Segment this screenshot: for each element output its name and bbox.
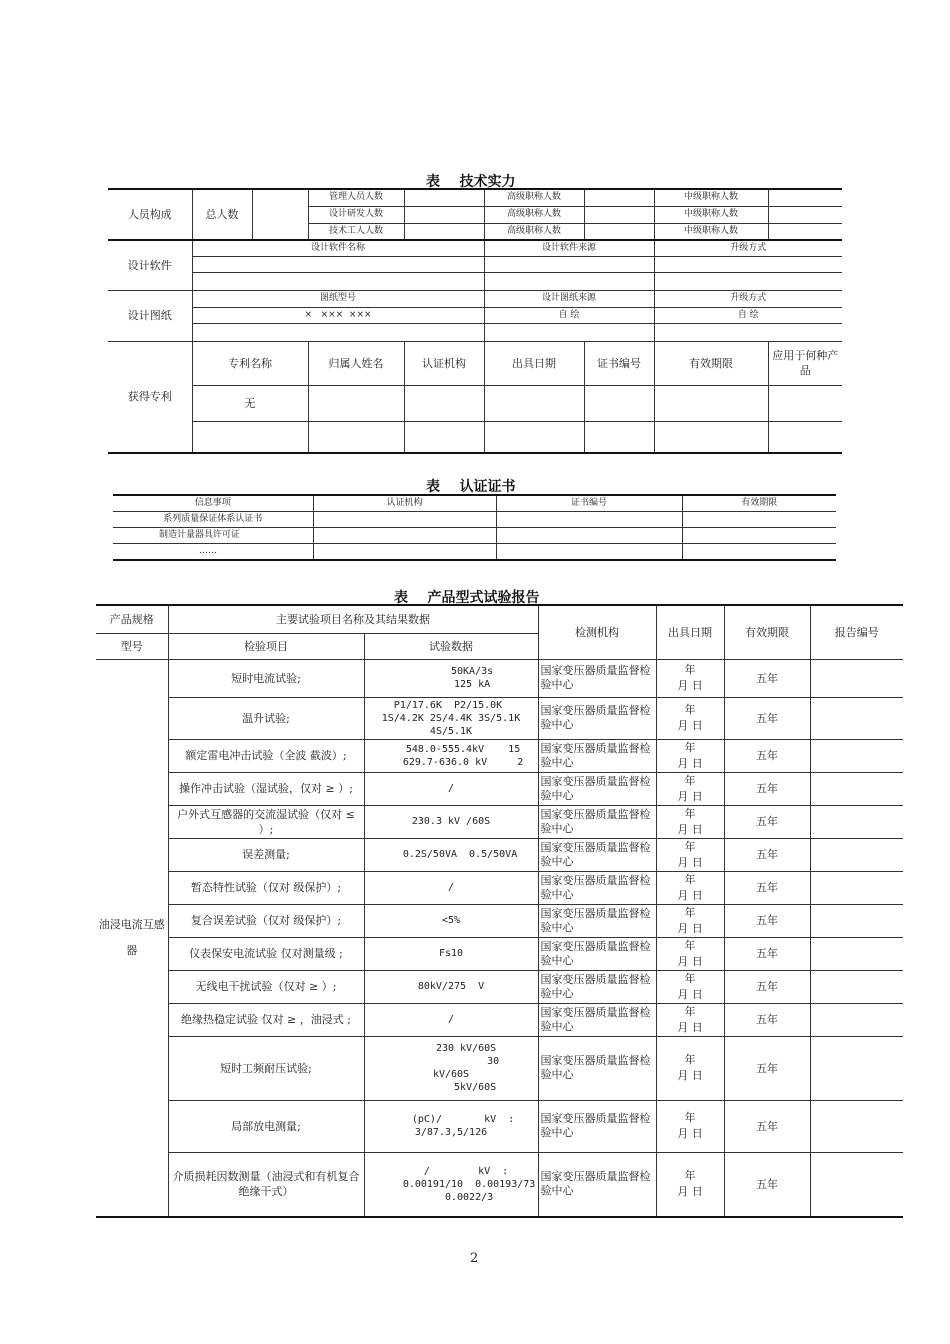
test-data: 230 kV/60S 30 kV/60S 5kV/60S (364, 1036, 538, 1100)
report-table-title: 表 产品型式试验报告 (394, 590, 540, 606)
sw-source-header: 设计软件来源 (484, 240, 654, 256)
test-valid: 五年 (724, 739, 810, 772)
cert-cell (313, 527, 496, 543)
header-spec: 产品规格 (96, 605, 168, 633)
test-item: 短时工频耐压试验; (168, 1036, 364, 1100)
cert-header-item: 信息事项 (113, 495, 313, 511)
test-date: 年 月 日 (656, 1036, 724, 1100)
test-org: 国家变压器质量监督检验中心 (538, 739, 656, 772)
test-data: <5% (364, 904, 538, 937)
cert-row-label: …… (113, 543, 313, 560)
patent-cell (768, 385, 842, 421)
senior-label-1: 高级职称人数 (484, 189, 584, 206)
report-no-cell (810, 871, 903, 904)
test-data: P1/17.6K P2/15.0K 1S/4.2K 2S/4.4K 3S/5.1K 4S/5.1K (364, 697, 538, 739)
cert-cell (496, 543, 682, 560)
test-org: 国家变压器质量监督检验中心 (538, 697, 656, 739)
test-org: 国家变压器质量监督检验中心 (538, 871, 656, 904)
sw-cell (484, 256, 654, 272)
sw-cell (654, 272, 842, 290)
report-no-cell (810, 772, 903, 805)
software-label: 设计软件 (108, 240, 192, 290)
dw-upgrade-header: 升级方式 (654, 290, 842, 307)
report-row (96, 805, 903, 838)
cert-cell (682, 543, 836, 560)
test-date: 年 月 日 (656, 871, 724, 904)
patent-label: 获得专利 (108, 341, 192, 453)
middle-value-1 (768, 189, 842, 206)
total-value (252, 189, 308, 240)
test-data: 230.3 kV /60S (364, 805, 538, 838)
patent-header-org: 认证机构 (404, 341, 484, 385)
cert-cell (313, 543, 496, 560)
patent-header-product: 应用于何种产品 (768, 341, 842, 385)
patent-cell (484, 421, 584, 453)
middle-label-1: 中级职称人数 (654, 189, 768, 206)
middle-label-3: 中级职称人数 (654, 223, 768, 240)
test-data: 80kV/275 V (364, 970, 538, 1003)
test-date: 年 月 日 (656, 805, 724, 838)
test-item: 无线电干扰试验（仅对 ≥ ）; (168, 970, 364, 1003)
test-item: 短时电流试验; (168, 659, 364, 697)
header-org: 检测机构 (538, 605, 656, 659)
test-date: 年 月 日 (656, 697, 724, 739)
header-date: 出具日期 (656, 605, 724, 659)
senior-value-2 (584, 206, 654, 223)
dw-model-header: 图纸型号 (192, 290, 484, 307)
cert-cell (682, 511, 836, 527)
report-row (96, 838, 903, 871)
dw-upgrade-value: 自 绘 (654, 307, 842, 323)
tech-strength-table (108, 188, 842, 454)
test-org: 国家变压器质量监督检验中心 (538, 1100, 656, 1152)
test-item: 绝缘热稳定试验 仅对 ≥ ，油浸式 ; (168, 1003, 364, 1036)
report-row (96, 739, 903, 772)
senior-value-3 (584, 223, 654, 240)
cert-cell (313, 511, 496, 527)
test-data: / (364, 871, 538, 904)
techworker-label: 技术工人人数 (308, 223, 404, 240)
test-valid: 五年 (724, 904, 810, 937)
test-item: 局部放电测量; (168, 1100, 364, 1152)
test-date: 年 月 日 (656, 937, 724, 970)
report-no-cell (810, 659, 903, 697)
test-valid: 五年 (724, 1152, 810, 1217)
cert-table-title: 表 认证证书 (426, 479, 516, 495)
test-data: / (364, 772, 538, 805)
patent-cell (308, 421, 404, 453)
patent-cell (584, 385, 654, 421)
test-item: 户外式互感器的交流湿试验（仅对 ≤ ）; (168, 805, 364, 838)
test-valid: 五年 (724, 772, 810, 805)
test-org: 国家变压器质量监督检验中心 (538, 1036, 656, 1100)
test-date: 年 月 日 (656, 1003, 724, 1036)
report-no-cell (810, 904, 903, 937)
test-data: 0.2S/50VA 0.5/50VA (364, 838, 538, 871)
report-no-cell (810, 1003, 903, 1036)
cert-cell (682, 527, 836, 543)
report-row (96, 1152, 903, 1217)
patent-cell (484, 385, 584, 421)
test-org: 国家变压器质量监督检验中心 (538, 659, 656, 697)
senior-label-3: 高级职称人数 (484, 223, 584, 240)
cert-header-valid: 有效期限 (682, 495, 836, 511)
test-org: 国家变压器质量监督检验中心 (538, 1152, 656, 1217)
cert-header-org: 认证机构 (313, 495, 496, 511)
test-date: 年 月 日 (656, 772, 724, 805)
report-row (96, 1100, 903, 1152)
dw-model-value: × ××× ××× (192, 307, 484, 323)
header-data: 试验数据 (364, 633, 538, 659)
test-date: 年 月 日 (656, 1152, 724, 1217)
report-no-cell (810, 937, 903, 970)
report-row (96, 904, 903, 937)
test-valid: 五年 (724, 659, 810, 697)
test-item: 介质损耗因数测量（油浸式和有机复合绝缘干式） (168, 1152, 364, 1217)
type-test-report-table (96, 604, 903, 1218)
test-date: 年 月 日 (656, 838, 724, 871)
sw-cell (192, 272, 484, 290)
report-no-cell (810, 1152, 903, 1217)
test-date: 年 月 日 (656, 739, 724, 772)
sw-cell (654, 256, 842, 272)
report-no-cell (810, 1036, 903, 1100)
header-model: 型号 (96, 633, 168, 659)
test-valid: 五年 (724, 697, 810, 739)
test-org: 国家变压器质量监督检验中心 (538, 838, 656, 871)
mgmt-label: 管理人员人数 (308, 189, 404, 206)
test-valid: 五年 (724, 1036, 810, 1100)
patent-cell (404, 385, 484, 421)
report-row (96, 1003, 903, 1036)
test-org: 国家变压器质量监督检验中心 (538, 937, 656, 970)
report-row (96, 970, 903, 1003)
header-main: 主要试验项目名称及其结果数据 (168, 605, 538, 633)
cert-table (113, 494, 836, 561)
middle-value-2 (768, 206, 842, 223)
test-item: 暂态特性试验（仅对 级保护）; (168, 871, 364, 904)
patent-cell (192, 421, 308, 453)
personnel-label: 人员构成 (108, 189, 192, 240)
report-row (96, 772, 903, 805)
drawing-label: 设计图纸 (108, 290, 192, 341)
test-data: 50KA/3s 125 kA (364, 659, 538, 697)
patent-none: 无 (192, 385, 308, 421)
test-item: 复合误差试验（仅对 级保护）; (168, 904, 364, 937)
patent-cell (654, 385, 768, 421)
patent-cell (404, 421, 484, 453)
design-value (404, 206, 484, 223)
report-row (96, 1036, 903, 1100)
test-data: / kV : 0.00191/10 0.00193/73 0.0022/3 (364, 1152, 538, 1217)
report-row (96, 697, 903, 739)
test-data: (pC)/ kV : 3/87.3,5/126 (364, 1100, 538, 1152)
sw-cell (484, 272, 654, 290)
header-valid: 有效期限 (724, 605, 810, 659)
dw-source-header: 设计图纸来源 (484, 290, 654, 307)
patent-header-date: 出具日期 (484, 341, 584, 385)
patent-cell (654, 421, 768, 453)
report-row (96, 937, 903, 970)
product-name: 油浸电流互感器 (96, 659, 168, 1217)
cert-row-label: 系列质量保证体系认证书 (113, 511, 313, 527)
patent-header-owner: 归属人姓名 (308, 341, 404, 385)
cert-cell (496, 527, 682, 543)
test-data: Fs10 (364, 937, 538, 970)
report-row (96, 659, 903, 697)
report-no-cell (810, 805, 903, 838)
mgmt-value (404, 189, 484, 206)
test-org: 国家变压器质量监督检验中心 (538, 772, 656, 805)
header-report-no: 报告编号 (810, 605, 903, 659)
tech-table-title: 表 技术实力 (426, 174, 516, 190)
patent-cell (768, 421, 842, 453)
test-data: 548.0-555.4kV 15 629.7-636.0 kV 2 (364, 739, 538, 772)
dw-cell (484, 323, 654, 341)
middle-label-2: 中级职称人数 (654, 206, 768, 223)
test-valid: 五年 (724, 970, 810, 1003)
test-date: 年 月 日 (656, 904, 724, 937)
report-no-cell (810, 739, 903, 772)
test-date: 年 月 日 (656, 659, 724, 697)
test-date: 年 月 日 (656, 1100, 724, 1152)
dw-cell (192, 323, 484, 341)
test-item: 仪表保安电流试验 仅对测量级 ; (168, 937, 364, 970)
sw-upgrade-header: 升级方式 (654, 240, 842, 256)
patent-header-certno: 证书编号 (584, 341, 654, 385)
cert-cell (496, 511, 682, 527)
sw-name-header: 设计软件名称 (192, 240, 484, 256)
test-item: 误差测量; (168, 838, 364, 871)
test-valid: 五年 (724, 1100, 810, 1152)
test-org: 国家变压器质量监督检验中心 (538, 805, 656, 838)
design-label: 设计研发人数 (308, 206, 404, 223)
cert-row-label: 制造计量器具许可证 (113, 527, 313, 543)
report-row (96, 871, 903, 904)
test-valid: 五年 (724, 1003, 810, 1036)
test-item: 额定雷电冲击试验（全波 截波）; (168, 739, 364, 772)
dw-source-value: 自 绘 (484, 307, 654, 323)
patent-header-name: 专利名称 (192, 341, 308, 385)
patent-header-valid: 有效期限 (654, 341, 768, 385)
report-no-cell (810, 697, 903, 739)
test-date: 年 月 日 (656, 970, 724, 1003)
dw-cell (654, 323, 842, 341)
page-number: 2 (470, 1251, 479, 1266)
test-valid: 五年 (724, 871, 810, 904)
test-item: 温升试验; (168, 697, 364, 739)
report-no-cell (810, 970, 903, 1003)
test-item: 操作冲击试验（湿试验，仅对 ≥ ）; (168, 772, 364, 805)
report-no-cell (810, 1100, 903, 1152)
test-valid: 五年 (724, 937, 810, 970)
senior-value-1 (584, 189, 654, 206)
test-org: 国家变压器质量监督检验中心 (538, 970, 656, 1003)
patent-cell (584, 421, 654, 453)
test-org: 国家变压器质量监督检验中心 (538, 904, 656, 937)
header-item: 检验项目 (168, 633, 364, 659)
senior-label-2: 高级职称人数 (484, 206, 584, 223)
test-valid: 五年 (724, 805, 810, 838)
patent-cell (308, 385, 404, 421)
total-label: 总人数 (192, 189, 252, 240)
sw-cell (192, 256, 484, 272)
cert-header-no: 证书编号 (496, 495, 682, 511)
test-org: 国家变压器质量监督检验中心 (538, 1003, 656, 1036)
test-valid: 五年 (724, 838, 810, 871)
middle-value-3 (768, 223, 842, 240)
report-no-cell (810, 838, 903, 871)
techworker-value (404, 223, 484, 240)
test-data: / (364, 1003, 538, 1036)
